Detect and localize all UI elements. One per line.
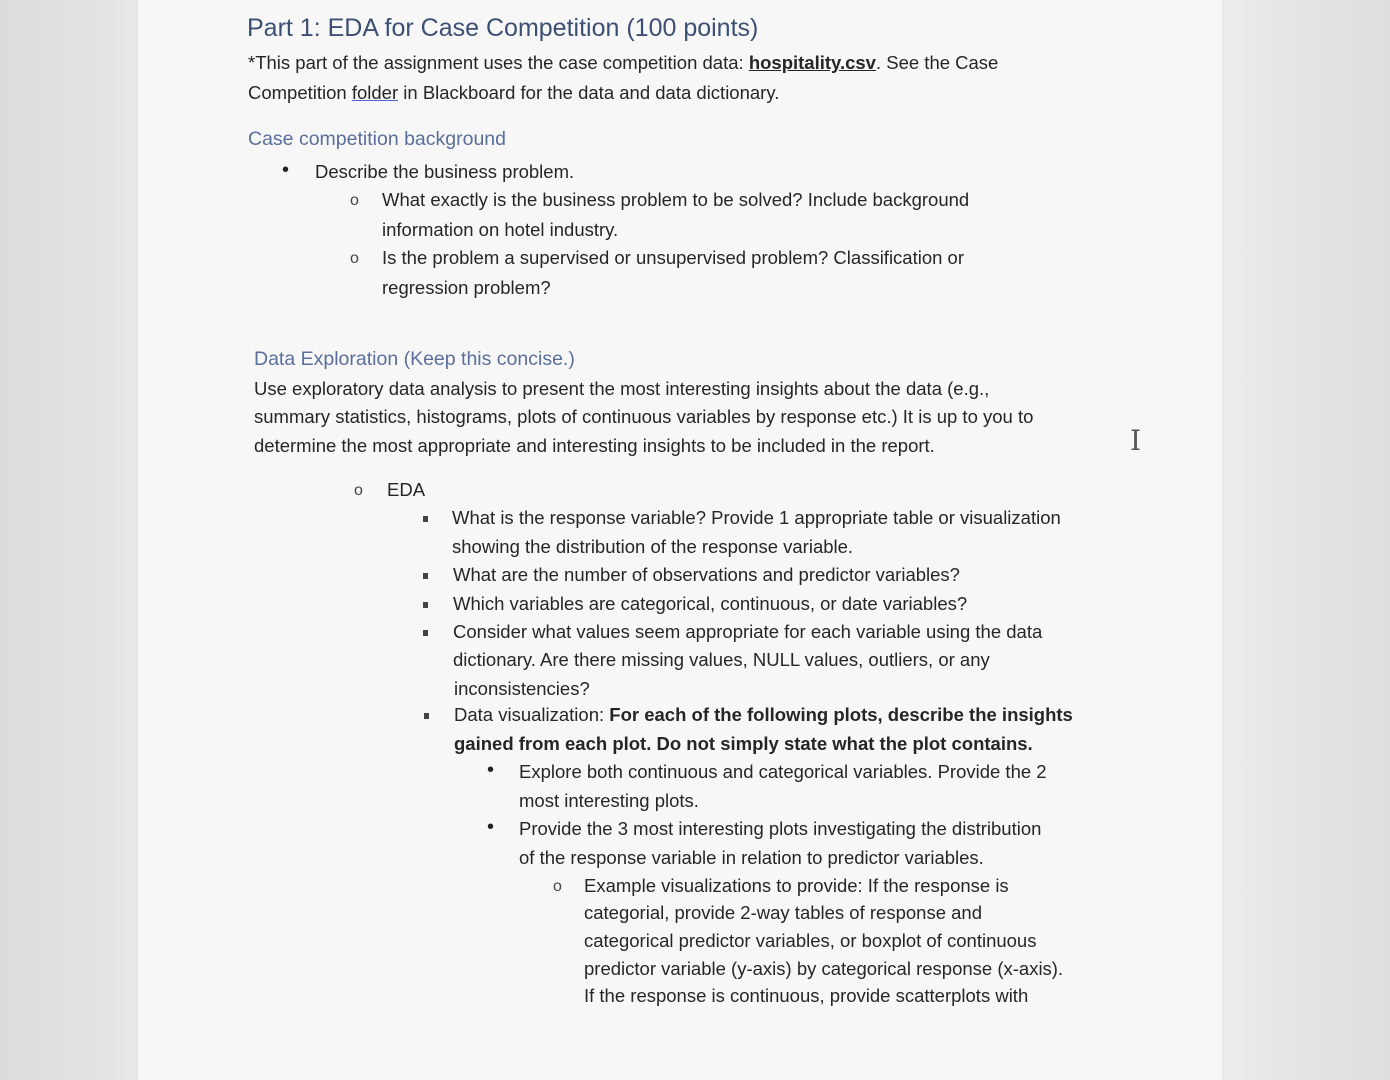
background-sub2-line1: Is the problem a supervised or unsupervised problem? Classification or	[382, 247, 965, 268]
intro-line-2: Competition folder in Blackboard for the data and data dictionary.	[248, 82, 780, 103]
bullet-square-icon	[423, 573, 428, 579]
eda-q1-line1: What is the response variable? Provide 1 appropriate table or visualization	[452, 507, 1061, 528]
example-line5: If the response is continuous, provide scatterplots with	[584, 985, 1029, 1006]
viz2-line2: of the response variable in relation to predictor variables.	[519, 847, 984, 868]
eda-q3: Which variables are categorical, continuous, or date variables?	[453, 593, 968, 614]
example-line1: Example visualizations to provide: If the response is	[584, 875, 1009, 896]
bullet-open-icon: o	[354, 482, 363, 499]
background-sub1-line2: information on hotel industry.	[382, 219, 619, 240]
csv-file-name: hospitality.csv	[748, 52, 876, 73]
viz2-line1: Provide the 3 most interesting plots investigating the distribution	[519, 818, 1042, 839]
eda-q1-line2: showing the distribution of the response variable.	[452, 536, 854, 557]
eda-q2: What are the number of observations and predictor variables?	[453, 564, 960, 585]
eda-label: EDA	[387, 479, 426, 500]
background-item: Describe the business problem.	[315, 161, 575, 182]
eda-q4-line3: inconsistencies?	[454, 678, 590, 699]
folder-link[interactable]: folder	[351, 82, 399, 103]
background-sub2-line2: regression problem?	[382, 277, 551, 298]
example-line3: categorical predictor variables, or boxplot of continuous	[584, 930, 1037, 951]
exploration-paragraph-line2: summary statistics, histograms, plots of continuous variables by response etc.) It is up to you to	[254, 406, 1034, 427]
section-heading-background: Case competition background	[248, 128, 506, 150]
bullet-square-icon	[424, 713, 429, 719]
example-line2: categorial, provide 2-way tables of response and	[584, 902, 982, 923]
bullet-square-icon	[423, 630, 428, 636]
bullet-filled-icon: •	[282, 159, 290, 181]
bullet-square-icon	[423, 602, 428, 608]
example-line4: predictor variable (y-axis) by categorical response (x-axis).	[584, 958, 1064, 979]
bullet-square-icon	[423, 516, 428, 522]
intro-line-1: *This part of the assignment uses the case competition data: hospitality.csv. See the Case	[248, 52, 999, 73]
viz1-line1: Explore both continuous and categorical variables. Provide the 2	[519, 761, 1047, 782]
bullet-open-icon: o	[350, 250, 359, 267]
eda-q4-line2: dictionary. Are there missing values, NULL values, outliers, or any	[453, 649, 990, 670]
exploration-paragraph-line3: determine the most appropriate and interesting insights to be included in the report.	[254, 435, 935, 456]
eda-q5-line1: Data visualization: For each of the following plots, describe the insights	[454, 704, 1073, 725]
background-sub1-line1: What exactly is the business problem to be solved? Include background	[382, 189, 970, 210]
text-cursor-icon: I	[1130, 424, 1142, 457]
exploration-paragraph-line1: Use exploratory data analysis to present the most interesting insights about the data (e.g.,	[254, 378, 990, 399]
section-heading-exploration: Data Exploration (Keep this concise.)	[254, 348, 575, 370]
eda-q4-line1: Consider what values seem appropriate for each variable using the data	[453, 621, 1043, 642]
bullet-open-icon: o	[350, 192, 359, 209]
eda-q5-line2: gained from each plot. Do not simply state what the plot contains.	[454, 733, 1033, 754]
bullet-filled-icon: •	[487, 759, 495, 781]
bullet-open-icon: o	[553, 878, 562, 895]
viz1-line2: most interesting plots.	[519, 790, 699, 811]
page-title: Part 1: EDA for Case Competition (100 points)	[247, 14, 759, 42]
bullet-filled-icon: •	[487, 816, 495, 838]
